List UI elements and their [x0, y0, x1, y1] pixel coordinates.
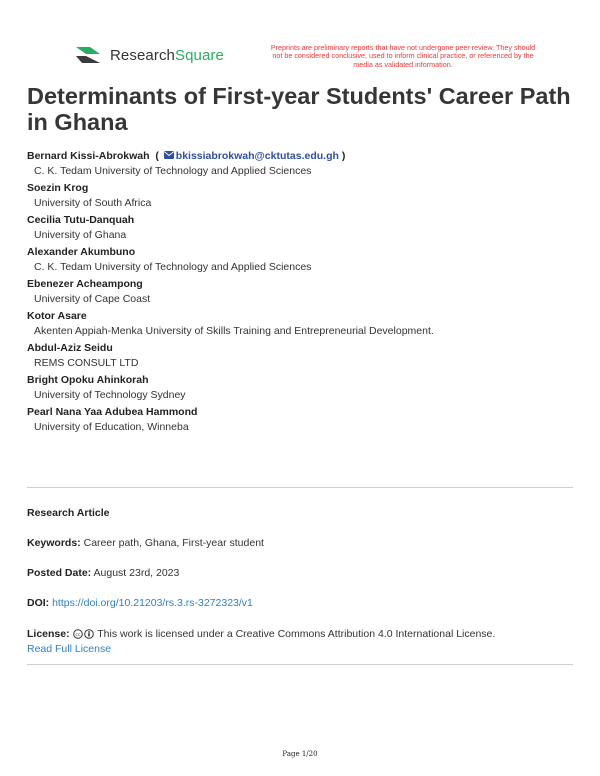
author-affiliation: University of Cape Coast: [34, 293, 151, 305]
license-row: [27, 627, 495, 657]
posted-date-label: Posted Date:: [27, 567, 92, 579]
license-label: License:: [27, 628, 70, 640]
attribution-icon: [84, 629, 94, 639]
author-name: Abdul-Aziz Seidu: [27, 342, 113, 354]
logo-text-research: Research: [110, 46, 175, 64]
author-affiliation: University of Technology Sydney: [34, 389, 186, 401]
author-name: Pearl Nana Yaa Adubea Hammond: [27, 406, 198, 418]
author-name: Alexander Akumbuno: [27, 246, 136, 258]
author-affiliation: Akenten Appiah-Menka University of Skills Training and Entrepreneurial Development.: [34, 325, 434, 337]
author-entry: [27, 342, 587, 369]
author-entry: [27, 406, 587, 433]
svg-text:cc: cc: [75, 633, 81, 639]
author-name: Cecilia Tutu-Danquah: [27, 214, 135, 226]
doi-link[interactable]: https://doi.org/10.21203/rs.3.rs-3272323/v1: [52, 597, 253, 609]
author-affiliation: REMS CONSULT LTD: [34, 357, 139, 369]
envelope-icon: [164, 151, 174, 159]
author-list: [27, 150, 587, 438]
author-entry: [27, 150, 587, 177]
preprint-disclaimer: Preprints are preliminary reports that have not undergone peer review. They should not be considered conclusive, used to inform clinical practice, or referenced by the media as validated information.: [270, 43, 536, 69]
author-entry: [27, 278, 587, 305]
keywords-label: Keywords:: [27, 537, 81, 549]
divider: [27, 664, 573, 665]
doi-row: [27, 597, 253, 609]
creative-commons-icon: [73, 629, 83, 639]
article-type: [27, 507, 110, 519]
posted-date-row: [27, 567, 179, 579]
author-affiliation: University of Ghana: [34, 229, 127, 241]
author-name: Ebenezer Acheampong: [27, 278, 143, 290]
author-name: Bernard Kissi-Abrokwah: [27, 150, 150, 162]
author-entry: [27, 310, 587, 337]
author-affiliation: C. K. Tedam University of Technology and Applied Sciences: [34, 165, 312, 177]
license-text: This work is licensed under a Creative Commons Attribution 4.0 International License.: [97, 628, 496, 640]
author-entry: [27, 374, 587, 401]
author-email-link[interactable]: bkissiabrokwah@cktutas.edu.gh: [175, 150, 339, 162]
keywords-value: Career path, Ghana, First-year student: [83, 537, 264, 549]
paper-title: Determinants of First-year Students' Career Path in Ghana: [27, 83, 571, 135]
article-type-label: Research Article: [27, 507, 110, 519]
author-entry: [27, 214, 587, 241]
logo-text: [110, 47, 224, 64]
author-name: Bright Opoku Ahinkorah: [27, 374, 149, 386]
author-affiliation: University of South Africa: [34, 197, 152, 209]
posted-date-value: August 23rd, 2023: [93, 567, 180, 579]
author-affiliation: University of Education, Winneba: [34, 421, 189, 433]
read-full-license-link[interactable]: Read Full License: [27, 643, 112, 655]
page-number: Page 1/20: [282, 750, 318, 758]
author-name: Kotor Asare: [27, 310, 87, 322]
research-square-logo[interactable]: [74, 44, 224, 66]
research-square-logo-icon: [74, 44, 102, 66]
author-entry: [27, 246, 587, 273]
keywords-row: [27, 537, 264, 549]
divider: [27, 487, 573, 488]
author-entry: [27, 182, 587, 209]
logo-text-square: Square: [175, 46, 224, 64]
author-affiliation: C. K. Tedam University of Technology and Applied Sciences: [34, 261, 312, 273]
doi-label: DOI:: [27, 597, 50, 609]
author-name-line: Bernard Kissi-Abrokwah ( bkissiabrokwah@cktutas.edu.gh ): [27, 150, 346, 162]
author-name: Soezin Krog: [27, 182, 89, 194]
